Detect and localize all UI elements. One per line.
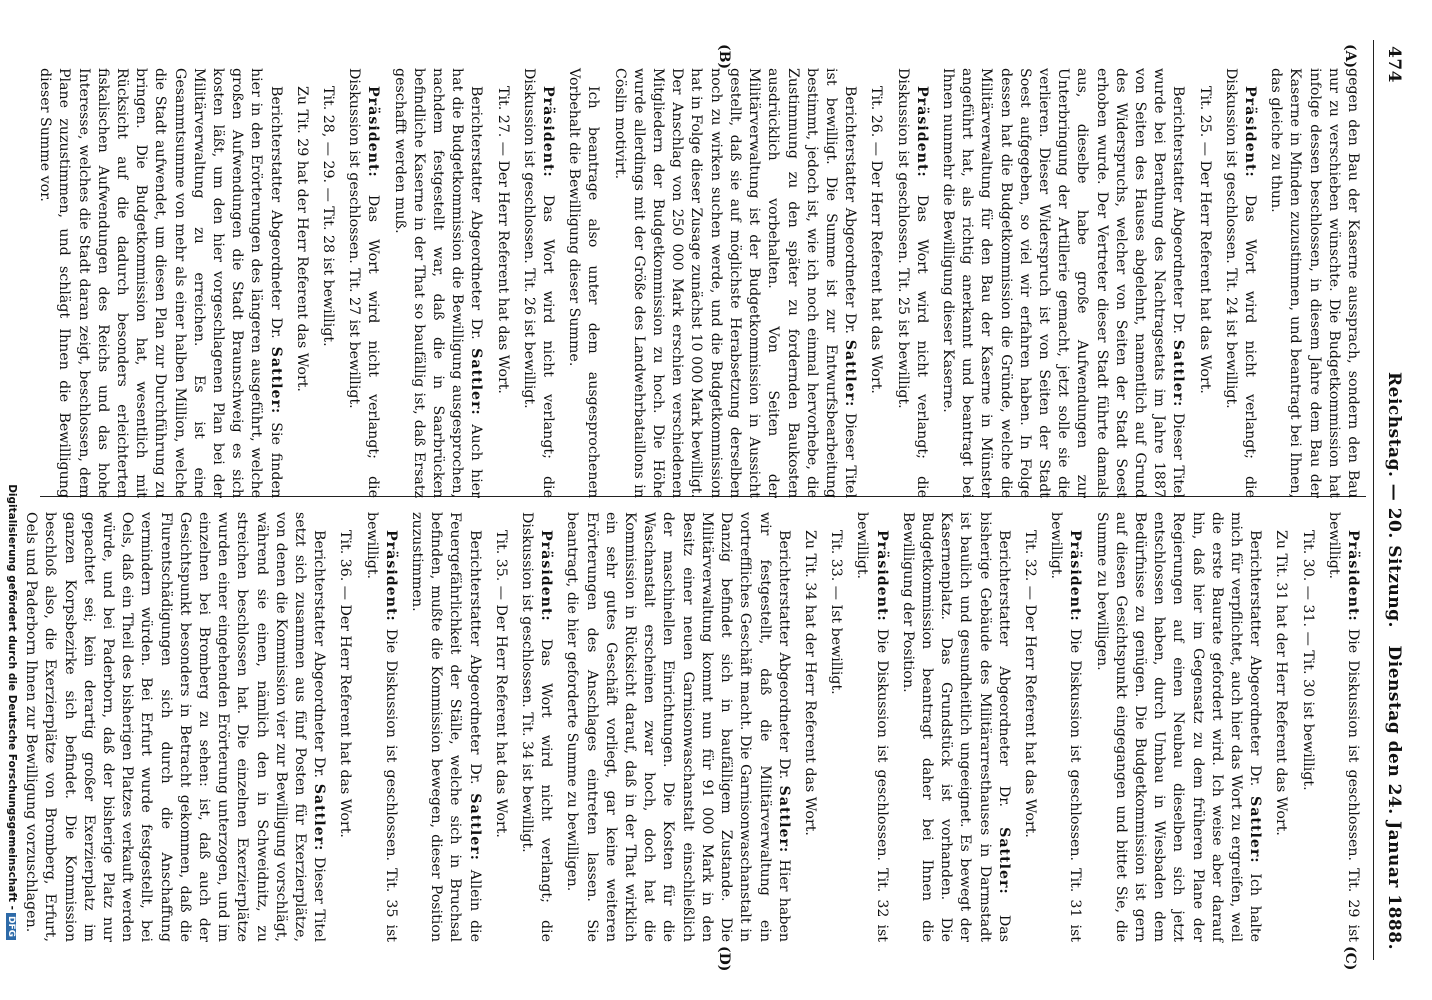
paragraph: Tit. 28, — 29. — Tit. 28 ist bewilligt.	[320, 86, 337, 347]
paragraph: Zu Tit. 34 hat der Herr Referent das Wort.	[801, 530, 818, 836]
speech-paragraph	[562, 512, 792, 942]
page-header	[1373, 40, 1410, 960]
margin-mark-b: (B)	[716, 44, 732, 70]
speaker-lead: Berichterstatter Abgeordneter Dr.	[995, 530, 1012, 808]
paragraph: gegen den Bau der Kaserne aussprach, sondern den Bau nur zu verschieben wünschte. Die Budgetkommission hat infolge dessen beschlossen, in diesem Jahre dem Bau der Kaserne in Minden zuzustimmen, und beantragt bei Ihnen, das gleiche zu thun.	[1268, 68, 1361, 498]
speaker-lead: Berichterstatter Abgeordneter Dr.	[466, 530, 483, 785]
paragraph: Tit. 25. — Der Herr Referent hat das Wort.	[1196, 86, 1213, 394]
header-title: Reichstag. — 20. Sitzung.	[1384, 372, 1404, 628]
paragraph: Tit. 26. — Der Herr Referent hat das Wort.	[868, 86, 885, 394]
speaker-name: Sattler:	[311, 783, 328, 852]
right-column	[23, 512, 1362, 942]
speech-paragraph	[389, 68, 485, 498]
speaker-lead: Berichterstatter Abgeordneter Dr.	[775, 530, 792, 780]
paragraph: Zu Tit. 31 hat der Herr Referent das Wort.	[1273, 530, 1290, 836]
paragraph: Zu Tit. 29 hat der Herr Referent das Wort.	[293, 86, 310, 392]
margin-mark-a: (A)	[1342, 44, 1358, 69]
speech-paragraph	[361, 512, 399, 942]
speaker-label: Präsident:	[538, 530, 555, 622]
speech-paragraph	[517, 512, 555, 942]
dfg-logo: DFG	[6, 913, 16, 940]
speaker-label: Präsident:	[382, 530, 399, 622]
speaker-name: Sattler:	[1247, 795, 1264, 864]
speech-text: Auch hier hat die Budgetkommission die Bewilligung ausgesprochen, nachdem festgestellt war, daß die in Saarbrücken befindliche Kaserne in der That so baufällig ist, daß Ersatz geschafft werden muß.	[391, 68, 485, 498]
paragraph: Tit. 36. — Der Herr Referent hat das Wort.	[337, 530, 354, 838]
speaker-name: Sattler:	[775, 785, 792, 854]
speaker-lead: Berichterstatter Abgeordneter Dr.	[1170, 86, 1187, 335]
speaker-lead: Berichterstatter Abgeordneter Dr.	[267, 86, 284, 339]
speech-paragraph	[344, 68, 382, 498]
speech-paragraph	[898, 512, 1013, 942]
speaker-lead: Berichterstatter Abgeordneter Dr.	[842, 86, 859, 335]
speaker-label: Präsident:	[1345, 530, 1361, 622]
speaker-lead: Berichterstatter Abgeordneter Dr.	[311, 530, 328, 779]
speech-paragraph	[1324, 512, 1362, 942]
speech-text: Das Wort wird nicht verlangt; die Diskussion ist geschlossen. Tit. 24 ist bewilligt.	[1222, 68, 1258, 498]
paragraph: Tit. 30. — 31. — Tit. 30 ist bewilligt.	[1299, 530, 1316, 791]
speech-text: Sie finden hier in den Erörterungen des längeren ausgeführt, welche großen Aufwendungen die Stadt Braunschweig es sich kosten läßt, um den hier vorgeschlagenen Plan bei der Militärverwaltung zu erreichen. Es ist eine Gesammtsumme von mehr als einer halben Million, welche die Stadt aufwendet, um diesen Plan zur Durchführung zu bringen. Die Budgetkommission hat, wesentlich mit Rücksicht auf die dadurch besonders erleichterten fiskalischen Aufwendungen des Reichs und das hohe Interesse, welches die Stadt daran zeigt, beschlossen, dem Plane zuzustimmen, und schlägt Ihnen die Bewilligung dieser Summe vor.	[37, 68, 284, 498]
paragraph: Ich beantrage also unter dem ausgesprochenen Vorbehalt die Bewilligung dieser Summe.	[566, 68, 602, 498]
left-column	[30, 68, 1362, 498]
speaker-label: Präsident:	[1067, 530, 1084, 622]
speech-text: Das Wort wird nicht verlangt; die Diskussion ist geschlossen. Tit. 26 ist bewilligt.	[520, 68, 557, 498]
speech-text: Die Diskussion ist geschlossen. Tit. 31 ist bewilligt.	[1048, 512, 1084, 942]
speaker-lead: Berichterstatter Abgeordneter Dr.	[468, 86, 485, 340]
speaker-name: Sattler:	[466, 793, 483, 861]
speaker-label: Präsident:	[873, 530, 890, 622]
speech-text: Das Wort wird nicht verlangt; die Diskussion ist geschlossen. Tit. 27 ist bewilligt.	[346, 68, 382, 498]
speech-paragraph	[21, 512, 328, 942]
margin-mark-d: (D)	[716, 946, 732, 972]
speech-paragraph	[1221, 68, 1259, 498]
header-date: Dienstag den 24. Januar 1888.	[1384, 645, 1404, 950]
speech-text: Die Diskussion ist geschlossen. Tit. 35 ist bewilligt.	[363, 512, 399, 942]
speech-text: Dieser Titel ist bewilligt. Die Summe ist zur Entwurfsbearbeitung bestimmt, jedoch ist, wie ich noch einmal hervorhebe, die Zustimmung zu den später zu fordernden Baukosten ausdrücklich vorbehalten. Von Seiten der Militärverwaltung ist der Budgetkommission in Aussicht gestellt, daß sie auf möglichste Herabsetzung derselben noch zu wirken suchen werde, und die Budgetkommission hat in Folge dieser Zusage zunächst 10 000 Mark bewilligt. Der Anschlag von 250 000 Mark erschien verschiedenen Mitgliedern der Budgetkommission zu hoch. Die Höhe wurde allerdings mit der Größe des Landwehrbataillons in Cöslin motivirt.	[611, 68, 859, 498]
paragraph: Tit. 35. — Der Herr Referent hat das Wort.	[492, 530, 509, 838]
speech-paragraph	[1046, 512, 1084, 942]
speech-text: Das bisherige Gebäude des Militärarresthauses in Darmstadt ist baulich und gesundheitlich ungeeignet. Es bewegt der Kasernenplatz. Das Grundstück ist vorhanden. Die Budgetkommission beantragt daher bei Ihnen die Bewilligung der Position.	[899, 512, 1012, 942]
page-number: 474	[1384, 46, 1404, 83]
speech-paragraph	[938, 68, 1188, 498]
speech-text: Dieser Titel setzt sich zusammen aus fünf Posten für Exerzierplätze, von denen die Kommission vier zur Bewilligung vorschlägt, während sie einen, nämlich den in Schweidnitz, zu streichen beschlossen hat. Die einzelnen Exerzierplätze wurden einer eingehenden Erörterung unterzogen, und im einzelnen bei Bromberg zu sehen: ist, daß auch der Gesichtspunkt besonders in Betracht gekommen, daß die Flurentschädigungen sich durch die Anschaffung vermindern würden. Bei Erfurt wurde festgestellt, bei Oels, daß ein Theil des bisherigen Platzes verkauft werden würde, und bei Paderborn, daß der bisherige Platz nur gepachtet sei; kein derartig großer Exerzierplatz im ganzen Korpsbezirke sich befindet. Die Kommission beschloß also, die Exerzierplätze von Bromberg, Erfurt, Oels und Paderborn Ihnen zur Bewilligung vorzuschlagen.	[23, 512, 328, 942]
speech-text: Das Wort wird nicht verlangt; die Diskussion ist geschlossen. Tit. 34 ist bewilligt.	[519, 512, 555, 942]
digitization-footer	[6, 60, 18, 940]
speaker-name: Sattler:	[995, 827, 1012, 895]
speech-paragraph	[407, 512, 484, 942]
speech-text: Hier haben wir festgestellt, daß die Militärverwaltung ein vortreffliches Geschäft macht. Die Garnisonwaschanstalt in Danzig befindet sich in baufälligem Zustande. Die Militärverwaltung kommt nun für 91 000 Mark in den Besitz einer neuen Garnisonwaschanstalt einschließlich der maschinellen Einrichtungen. Die Kosten für die Waschanstalt erscheinen zwar hoch, doch hat die Kommission in Rücksicht darauf, daß in der That wirklich ein sehr gutes Geschäft vorliegt, gar keine weiteren Erörterungen des Anschlages eintreten lassen. Sie beantragt, die hier geforderte Summe zu bewilligen.	[564, 512, 792, 942]
speech-text: Allein die Feuergefährlichkeit der Ställe, welche sich in Bruchsal befinden, mußte die Kommission bewegen, dieser Position zuzustimmen.	[409, 512, 483, 942]
paragraph: Tit. 32. — Der Herr Referent hat das Wort.	[1021, 530, 1038, 838]
speaker-lead: Berichterstatter Abgeordneter Dr.	[1247, 530, 1264, 787]
speech-paragraph	[519, 68, 557, 498]
footer-text: Digitalisierung gefördert durch die Deutsche Forschungsgemeinschaft -	[6, 484, 18, 910]
paragraph: Tit. 33. — Ist bewilligt.	[828, 530, 845, 695]
speaker-label: Präsident:	[1241, 86, 1258, 178]
speech-paragraph	[1091, 512, 1264, 942]
speech-paragraph	[892, 68, 930, 498]
speaker-name: Sattler:	[267, 346, 284, 415]
speaker-name: Sattler:	[1170, 339, 1187, 408]
speech-text: Dieser Titel wurde bei Berathung des Nachtragsetats im Jahre 1887 von Seiten des Hauses abgelehnt, namentlich auf Grund des Widerspruchs, welcher von Seiten der Stadt Soest erhoben wurde. Der Vertreter dieser Stadt führte damals aus, dieselbe habe große Aufwendungen zur Unterbringung der Artillerie gemacht, jetzt solle sie die verlieren. Dieser Widerspruch ist von Seiten der Stadt Soest aufgegeben, so viel wir erfahren haben. In Folge dessen hat die Budgetkommission die Gründe, welche die Militärverwaltung für den Bau der Kaserne in Münster angeführt hat, als richtig anerkannt und beantragt bei Ihnen nunmehr die Bewilligung dieser Kaserne.	[939, 68, 1187, 498]
margin-mark-c: (C)	[1342, 946, 1358, 971]
speech-text: Das Wort wird nicht verlangt; die Diskussion ist geschlossen. Tit. 25 ist bewilligt.	[894, 68, 930, 498]
speech-text: Ich halte mich für verpflichtet, auch hier das Wort zu ergreifen, weil die erste Baurate gefordert wird. Ich weise aber darauf hin, daß hier im Gegensatz zu dem früheren Plane der Regierungen auf einen Neubau dieselben sich jetzt entschlossen haben, durch Umbau in Wiesbaden dem Bedürfnisse zu genügen. Die Budgetkommission ist gern auf diesen Gesichtspunkt eingegangen und bittet Sie, die Summe zu bewilligen.	[1093, 512, 1264, 942]
speech-paragraph	[35, 68, 285, 498]
speaker-name: Sattler:	[842, 339, 859, 408]
speaker-label: Präsident:	[913, 86, 930, 178]
speaker-name: Sattler:	[468, 348, 485, 416]
speech-paragraph	[852, 512, 890, 942]
speech-text: Die Diskussion ist geschlossen. Tit. 29 ist bewilligt.	[1325, 512, 1361, 942]
speech-text: Die Diskussion ist geschlossen. Tit. 32 ist bewilligt.	[854, 512, 890, 942]
speaker-label: Präsident:	[365, 86, 382, 178]
speaker-label: Präsident:	[540, 86, 557, 178]
paragraph: Tit. 27. — Der Herr Referent hat das Wort.	[494, 86, 511, 394]
speech-paragraph	[609, 68, 859, 498]
